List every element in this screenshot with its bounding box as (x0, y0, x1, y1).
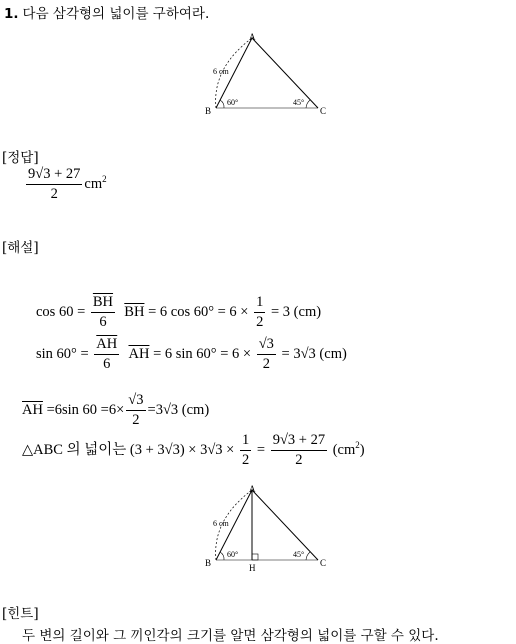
angle-c: 45° (293, 98, 305, 107)
vertex-b-2: B (205, 558, 212, 568)
answer-value (24, 166, 107, 203)
angle-b: 60° (227, 98, 239, 107)
vertex-c: C (320, 106, 327, 116)
side-length-2: 6 cm (213, 519, 229, 528)
answer-unit: cm (84, 175, 103, 192)
vertex-a: A (249, 32, 256, 42)
triangle-figure-with-height (200, 482, 340, 576)
question-text: 다음 삼각형의 넓이를 구하여라. (22, 6, 210, 22)
question (4, 2, 209, 22)
solution-label: [해설] (2, 240, 39, 256)
triangle-figure (200, 30, 340, 120)
question-number: 1. (4, 6, 19, 22)
vertex-h: H (249, 563, 256, 573)
hint-text: 두 변의 길이와 그 끼인각의 크기를 알면 삼각형의 넓이를 구할 수 있다. (22, 628, 439, 644)
hint-label: [힌트] (2, 606, 39, 622)
solution-line-3: $\overline{AH} =6\sin$ 60 =6× $\frac{√3}{2}$ =3√3 (cm) (22, 392, 210, 428)
vertex-a-2: A (249, 484, 256, 494)
answer-label: [정답] (2, 150, 39, 166)
answer-unit-exp: 2 (102, 174, 107, 184)
answer-numerator: 9√3 + 27 (26, 166, 82, 185)
side-length: 6 cm (213, 67, 229, 76)
vertex-b: B (205, 106, 212, 116)
vertex-c-2: C (320, 558, 327, 568)
angle-b-2: 60° (227, 550, 239, 559)
solution-line-1: cos 60 = $\frac{\overline{BH}}{6}$ $\overline{BH} = 6$ cos 60° = 6 × $\frac{1}{2}$ = 3 (cm) (36, 294, 322, 330)
solution-line-2: sin 60° = $\frac{\overline{AH}}{6}$ $\overline{AH} = 6$ sin 60° = 6 × $\frac{√3}{2}$ = 3√3 (cm) (36, 336, 347, 372)
angle-c-2: 45° (293, 550, 305, 559)
answer-denominator: 2 (50, 186, 58, 202)
solution-line-4: △ABC 의 넓이는 (3 + 3√3) × 3√3 × $\frac{1}{2}$ = $\frac{9√3 + 27}{2}$ $(cm^2)$ (22, 432, 365, 468)
